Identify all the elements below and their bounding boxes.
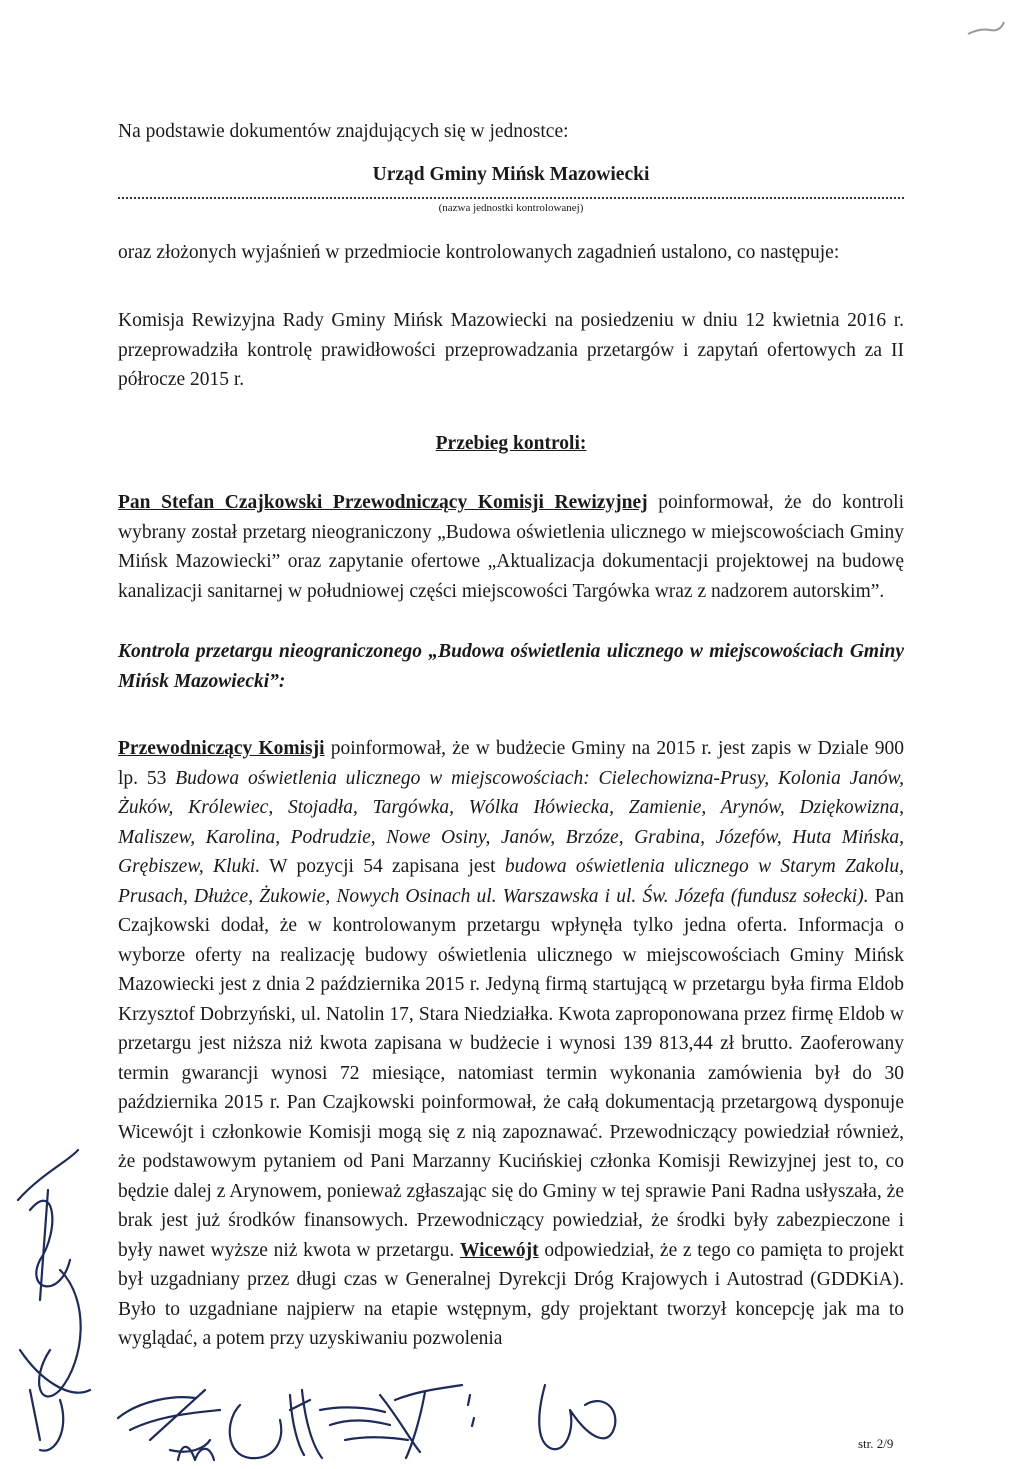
przew-text-4: odpowiedział, że z tego co pamięta to projekt był uzgadniany przez długi czas w Generalnej Dyrekcji Dróg Krajowych i Autostrad (GDDKiA). Było to uzgadniane najpierw na etapie wstępnym, gdy projektant tworzył koncepcję jak ma to wyglądać, a potem przy uzyskiwaniu pozwolenia: [118, 1239, 904, 1349]
stefan-lead: Pan Stefan Czajkowski Przewodniczący Komisji Rewizyjnej: [118, 492, 648, 513]
przewodniczacy-paragraph: [118, 734, 904, 1354]
przew-lead: Przewodniczący Komisji: [118, 738, 325, 759]
section-title: Przebieg kontroli:: [435, 432, 587, 454]
kontrola-heading: Kontrola przetargu nieograniczonego „Budowa oświetlenia ulicznego w miejscowościach Gminy Mińsk Mazowiecki”:: [118, 641, 904, 692]
scan-artifact-mark: [966, 18, 1006, 38]
stefan-paragraph: [118, 488, 904, 606]
przew-italic-1: Budowa oświetlenia ulicznego w miejscowościach: Cielechowizna-Prusy, Kolonia Janów, Żuków, Królewiec, Stojadła, Targówka, Wólka Iłówiecka, Zamienie, Arynów, Dziękowizna, Maliszew, Karolina, Podrudzie, Nowe Osiny, Janów, Brzóze, Grabina, Józefów, Huta Mińska, Grębiszew, Kluki.: [118, 767, 905, 877]
dotted-line: [118, 187, 904, 199]
komisja-paragraph: Komisja Rewizyjna Rady Gminy Mińsk Mazowiecki na posiedzeniu w dniu 12 kwietnia 2016 r. przeprowadziła kontrolę prawidłowości przeprowadzania przetargów i zapytań ofertowych za II półrocze 2015 r.: [118, 310, 904, 390]
przew-text-3: Pan Czajkowski dodał, że w kontrolowanym przetargu wpłynęła tylko jedna oferta. Informacja o wyborze oferty na realizację budowy oświetlenia ulicznego w miejscowościach Gminy Mińsk Mazowiecki jest z dnia 2 października 2015 r. Jedyną firmą startującą w przetargu była firma Eldob Krzysztof Dobrzyński, ul. Natolin 17, Stara Niedziałka. Kwota zaproponowana przez firmę Eldob w przetargu jest niższa niż kwota zapisana w budżecie i wynosi 139 813,44 zł brutto. Zaoferowany termin gwarancji wynosi 72 miesiące, natomiast termin wykonania zamówienia był do 30 października 2015 r. Pan Czajkowski poinformował, że całą dokumentacją przetargową dysponuje Wicewójt i członkowie Komisji mogą się z nią zapoznawać. Przewodniczący powiedział również, że podstawowym pytaniem od Pani Marzanny Kucińskiej członka Komisji Rewizyjnej jest to, co będzie dalej z Arynowem, ponieważ zgłaszając się do Gminy w tej sprawie Pani Radna usłyszała, że brak jest już środków finansowych. Przewodniczący powiedział, że środki były zabezpieczone i były nawet wyższe niż kwota w przetargu.: [118, 885, 905, 1261]
przew-text-2: W pozycji 54 zapisana jest: [260, 856, 505, 877]
page-number: str. 2/9: [858, 1436, 894, 1451]
unit-caption: (nazwa jednostki kontrolowanej): [438, 201, 584, 214]
wicewojt-lead: Wicewójt: [459, 1239, 539, 1261]
stefan-rest: poinformował, że do kontroli wybrany został przetarg nieograniczony „Budowa oświetlenia ulicznego w miejscowościach Gminy Mińsk Mazowiecki” oraz zapytanie ofertowe „Aktualizacja dokumentacji projektowej na budowę kanalizacji sanitarnej w południowej części miejscowości Targówka wraz z nadzorem autorskim”.: [118, 492, 904, 602]
document-body: [118, 117, 904, 1354]
unit-name: Urząd Gminy Mińsk Mazowiecki: [372, 163, 650, 185]
findings-line: oraz złożonych wyjaśnień w przedmiocie kontrolowanych zagadnień ustalono, co następuje:: [118, 241, 840, 263]
intro-line: Na podstawie dokumentów znajdujących się w jednostce:: [118, 121, 569, 142]
przew-italic-2: budowa oświetlenia ulicznego w Starym Zakolu, Prusach, Dłużce, Żukowie, Nowych Osinach ul. Warszawska i ul. Św. Józefa (fundusz sołecki).: [118, 856, 905, 907]
przew-text-1: poinformował, że w budżecie Gminy na 2015 r. jest zapis w Dziale 900 lp. 53: [118, 738, 904, 789]
